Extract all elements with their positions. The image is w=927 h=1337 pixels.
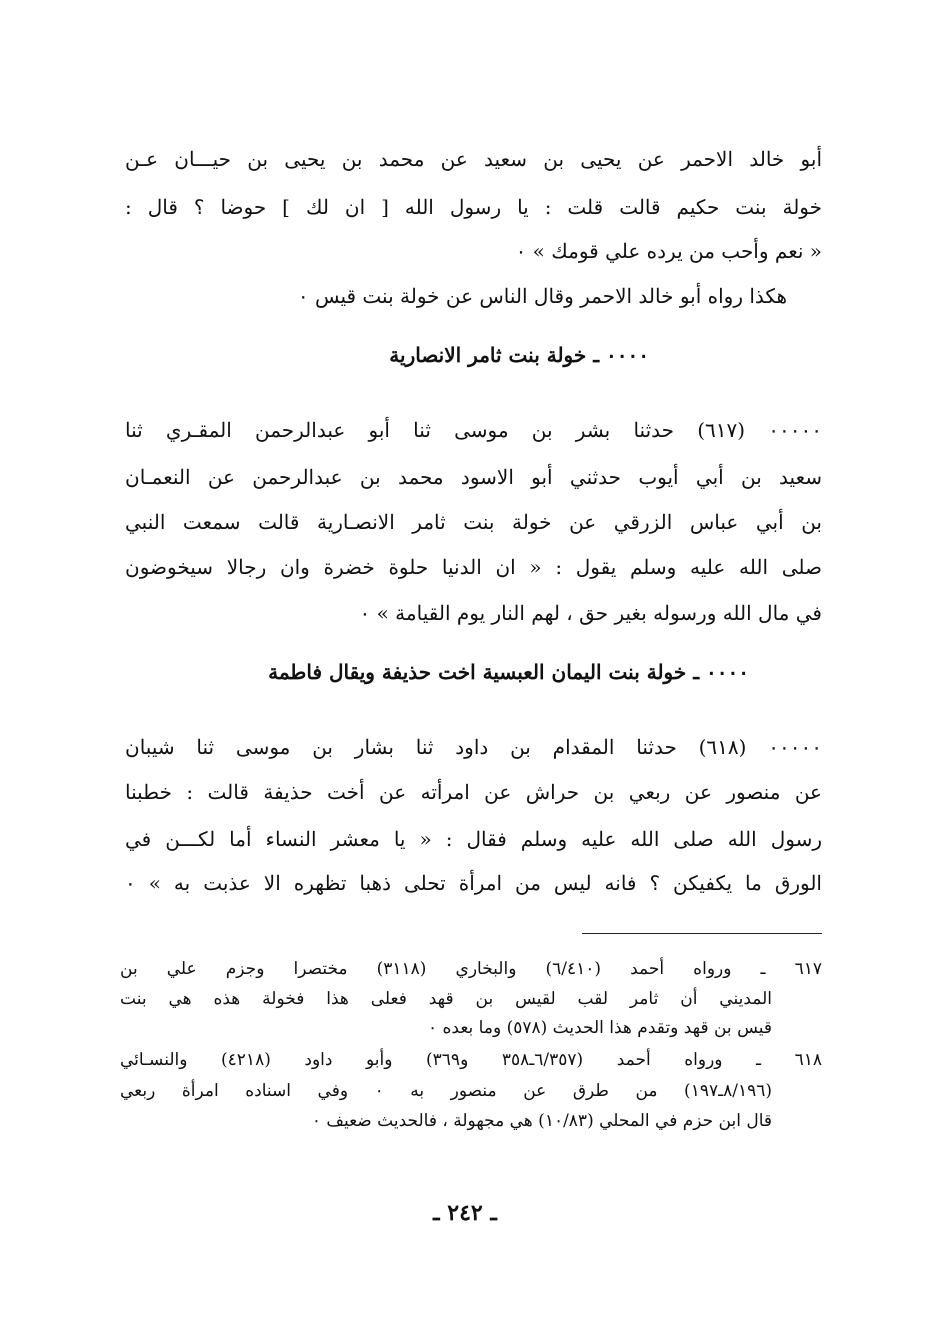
footnote-line: ٦١٨ ـ ورواه أحمد (٦/٣٥٧ـ٣٥٨ و٣٦٩) وأبو داود (٤٢١٨) والنسـائي <box>120 1050 822 1070</box>
text-line: سعيد بن أبي أيوب حدثني أبو الاسود محمد بن عبدالرحمن عن النعمـان <box>125 465 822 489</box>
footnote-line: (٨/١٩٦ـ١٩٧) من طرق عن منصور به ٠ وفي اسناده امرأة ربعي <box>120 1081 772 1101</box>
text-line: بن أبي عباس الزرقي عن خولة بنت ثامر الانصـارية قالت سمعت النبي <box>125 510 822 534</box>
footnote-line: المديني أن ثامر لقب لقيس بن قهد فعلى هذا فخولة هذه هي بنت <box>120 989 772 1009</box>
text-line: عن منصور عن ربعي بن حراش عن امرأته عن أخت حذيفة قالت : خطبنا <box>125 780 822 804</box>
text-line: في مال الله ورسوله بغير حق ، لهم النار يوم القيامة » ٠ <box>359 601 822 625</box>
text-line: « نعم وأحب من يرده علي قومك » ٠ <box>515 239 822 263</box>
footnote-line: قيس بن قهد وتقدم هذا الحديث (٥٧٨) وما بعده ٠ <box>427 1018 772 1038</box>
footnote-divider <box>582 933 822 934</box>
text-line: الورق ما يكفيكن ؟ فانه ليس من امرأة تحلى ذهبا تظهره الا عذبت به » ٠ <box>125 871 822 895</box>
text-line: ٠٠٠٠٠ (٦١٨) حدثنا المقدام بن داود ثنا بشار بن موسى ثنا شيبان <box>125 735 822 759</box>
section-heading: ٠٠٠٠ ـ خولة بنت ثامر الانصارية <box>389 343 649 367</box>
text-line: خولة بنت حكيم قالت قلت : يا رسول الله [ ان لك ] حوضا ؟ قال : <box>125 195 822 219</box>
text-line: هكذا رواه أبو خالد الاحمر وقال الناس عن خولة بنت قيس ٠ <box>297 284 787 308</box>
page-number: ـ ٢٤٢ ـ <box>433 1200 497 1226</box>
text-line: رسول الله صلى الله عليه وسلم فقال : « يا معشر النساء أما لكـــن في <box>125 827 822 851</box>
footnote-line: ٦١٧ ـ ورواه أحمد (٦/٤١٠) والبخاري (٣١١٨) مختصرا وجزم علي بن <box>120 959 822 979</box>
text-line: صلى الله عليه وسلم يقول : « ان الدنيا حلوة خضرة وان رجالا سيخوضون <box>125 555 822 579</box>
text-line: أبو خالد الاحمر عن يحيى بن سعيد عن محمد بن يحيى بن حيـــان عـن <box>125 147 822 171</box>
section-heading: ٠٠٠٠ ـ خولة بنت اليمان العبسية اخت حذيفة ويقال فاطمة <box>268 660 749 684</box>
text-line: ٠٠٠٠٠ (٦١٧) حدثنا بشر بن موسى ثنا أبو عبدالرحمن المقـري ثنا <box>125 418 822 442</box>
footnote-line: قال ابن حزم في المحلي (١٠/٨٣) هي مجهولة ، فالحديث ضعيف ٠ <box>311 1111 772 1131</box>
